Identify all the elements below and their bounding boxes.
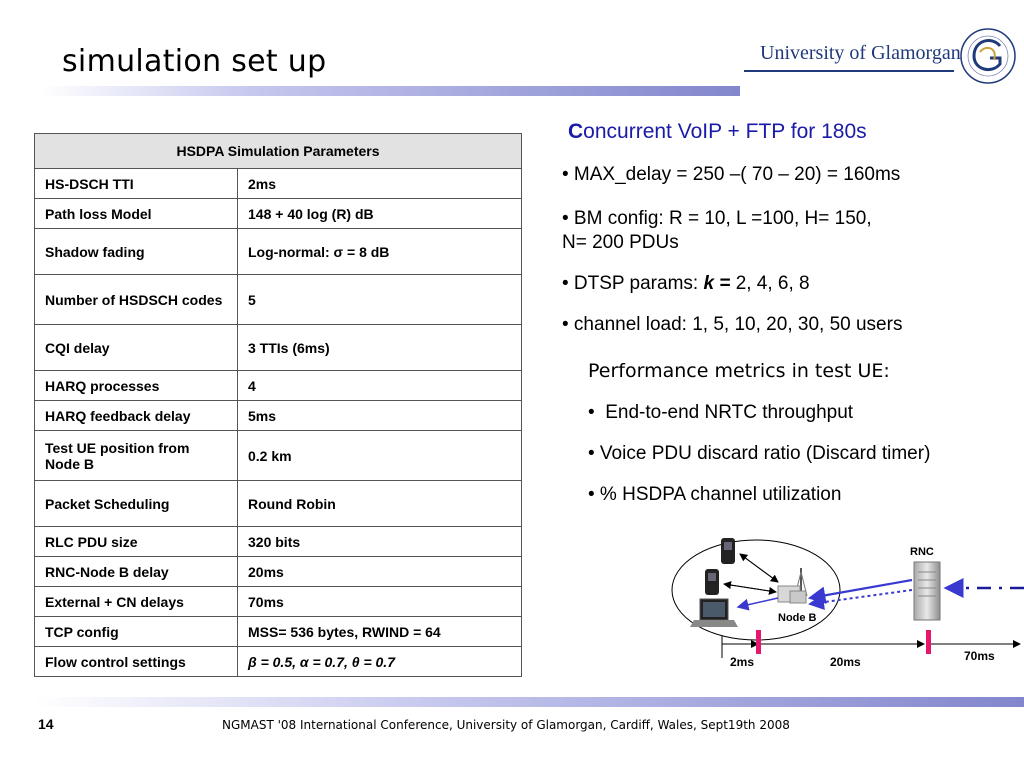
hsdpa-parameters-table [34,133,522,677]
table-row [35,371,522,401]
value-cell: 20ms [238,557,522,587]
bullet-dtsp [562,272,810,295]
param-cell: Test UE position from Node B [35,431,238,481]
value-cell: 2ms [238,169,522,199]
table-row [35,325,522,371]
rnc-server-icon [914,562,940,620]
slide-title: simulation set up [62,44,327,79]
param-cell: TCP config [35,617,238,647]
param-cell: RLC PDU size [35,527,238,557]
value-cell: MSS= 536 bytes, RWIND = 64 [238,617,522,647]
value-cell: 320 bits [238,527,522,557]
footer-bar [34,697,1024,707]
bullet-bm-config: • BM config: R = 10, L =100, H= 150, [562,208,872,229]
table-row [35,169,522,199]
param-cell: Flow control settings [35,647,238,677]
delay-label-20ms: 20ms [830,655,861,669]
logo-text: University of Glamorgan [760,42,961,64]
table-row [35,229,522,275]
phone-icon [721,538,735,564]
value-cell: Log-normal: σ = 8 dB [238,229,522,275]
table-row [35,647,522,677]
laptop-icon [690,599,738,627]
table-row [35,275,522,325]
delay-label-70ms: 70ms [964,649,995,663]
delay-label-2ms: 2ms [730,655,755,669]
delay-marker [926,630,931,654]
table-row [35,587,522,617]
dtsp-label: • DTSP params: [562,273,704,294]
perf-bullet-throughput: • End-to-end NRTC throughput [588,402,854,423]
table-row [35,431,522,481]
table-row [35,199,522,229]
phone-icon [705,569,719,595]
bullet-bm-config-cont: N= 200 PDUs [562,232,679,253]
table-row [35,481,522,527]
table-row [35,617,522,647]
value-cell: 3 TTIs (6ms) [238,325,522,371]
value-cell: 5ms [238,401,522,431]
bullet-channel-load: • channel load: 1, 5, 10, 20, 30, 50 users [562,314,903,335]
table-row [35,527,522,557]
table-header: HSDPA Simulation Parameters [35,134,522,169]
scenario-heading [568,120,867,144]
value-cell: 148 + 40 log (R) dB [238,199,522,229]
network-diagram [660,532,1024,682]
perf-bullet-utilization: • % HSDPA channel utilization [588,484,842,505]
node-b-tower-icon [778,568,807,603]
bullet-max-delay: • MAX_delay = 250 –( 70 – 20) = 160ms [562,164,901,185]
dtsp-values: 2, 4, 6, 8 [735,273,810,294]
param-cell: CQI delay [35,325,238,371]
table-row [35,557,522,587]
delay-marker [756,630,761,654]
seal-icon [958,26,1018,86]
param-cell: HARQ feedback delay [35,401,238,431]
title-underline-bar [40,86,740,96]
page-number: 14 [38,716,54,732]
footer-text: NGMAST '08 International Conference, University of Glamorgan, Cardiff, Wales, Sept19th 2008 [222,718,790,732]
logo-underline [744,70,954,72]
value-cell: 0.2 km [238,431,522,481]
heading-initial: C [568,120,584,143]
rnc-label: RNC [910,546,934,558]
node-b-label: Node B [778,612,817,624]
table-row [35,401,522,431]
param-cell: HARQ processes [35,371,238,401]
perf-metrics-title: Performance metrics in test UE: [588,360,890,382]
param-cell: Path loss Model [35,199,238,229]
value-cell: β = 0.5, α = 0.7, θ = 0.7 [238,647,522,677]
param-cell: External + CN delays [35,587,238,617]
university-logo [744,20,1016,92]
param-cell: HS-DSCH TTI [35,169,238,199]
param-cell: Packet Scheduling [35,481,238,527]
param-cell: Shadow fading [35,229,238,275]
dtsp-k: k = [703,273,736,294]
heading-rest: oncurrent VoIP + FTP for 180s [583,120,867,143]
value-cell: Round Robin [238,481,522,527]
perf-bullet-discard: • Voice PDU discard ratio (Discard timer) [588,443,931,464]
value-cell: 4 [238,371,522,401]
value-cell: 5 [238,275,522,325]
param-cell: RNC-Node B delay [35,557,238,587]
value-cell: 70ms [238,587,522,617]
param-cell: Number of HSDSCH codes [35,275,238,325]
